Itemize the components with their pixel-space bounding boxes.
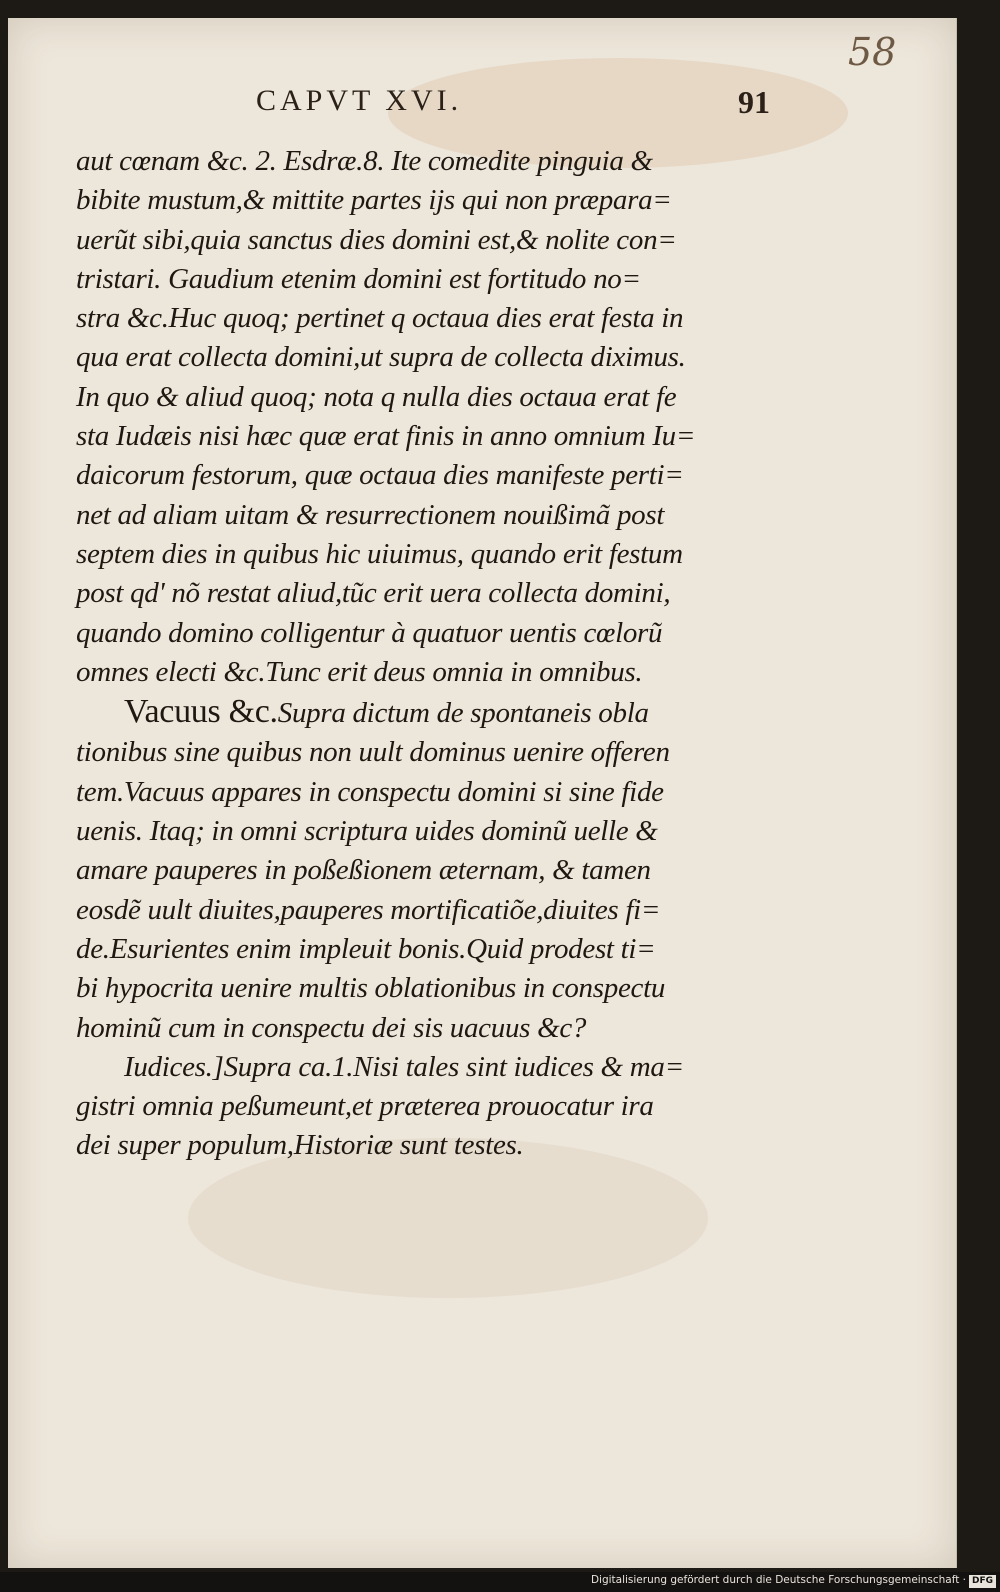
footer-bar: [0, 1572, 1000, 1592]
funding-credit: Digitalisierung gefördert durch die Deutsche Forschungsgemeinschaft ·: [590, 1574, 966, 1586]
paragraph-start: [76, 692, 776, 733]
text-line: qua erat collecta domini,ut supra de collecta diximus.: [76, 341, 686, 374]
running-header: CAPVT XVI.: [256, 84, 463, 117]
text-line: de.Esurientes enim impleuit bonis.Quid prodest ti=: [76, 932, 656, 965]
main-text: [76, 142, 776, 1166]
text-line: post qd' nõ restat aliud,tũc erit uera collecta domini,: [76, 577, 671, 610]
handwritten-folio-number: 58: [848, 30, 897, 74]
text-line: eosdẽ uult diuites,pauperes mortificatiõe,diuites fi=: [76, 893, 661, 926]
text-line: stra &c.Huc quoq; pertinet q octaua dies erat festa in: [76, 302, 684, 335]
text-line: septem dies in quibus hic uiuimus, quando erit festum: [76, 537, 683, 570]
text-line: In quo & aliud quoq; nota q nulla dies octaua erat fe: [76, 380, 677, 413]
text-line: Supra dictum de spontaneis obla: [277, 697, 649, 730]
paragraph-start: Iudices.]Supra ca.1.Nisi tales sint iudices & ma=: [124, 1050, 684, 1083]
text-line: gistri omnia peßumeunt,et præterea prouocatur ira: [76, 1090, 654, 1123]
lemma-initial: Vacuus &c.: [124, 693, 278, 731]
book-page: [8, 18, 957, 1568]
text-line: tristari. Gaudium etenim domini est fortitudo no=: [76, 262, 641, 295]
text-line: quando domino colligentur à quatuor uentis cœlorũ: [76, 616, 663, 649]
text-line: uenis. Itaq; in omni scriptura uides dominũ uelle &: [76, 815, 658, 848]
text-line: tionibus sine quibus non uult dominus uenire offeren: [76, 736, 670, 769]
text-line: omnes electi &c.Tunc erit deus omnia in omnibus.: [76, 655, 643, 688]
text-line: uerũt sibi,quia sanctus dies domini est,& nolite con=: [76, 223, 677, 256]
text-line: bi hypocrita uenire multis oblationibus in conspectu: [76, 972, 666, 1005]
text-line: dei super populum,Historiæ sunt testes.: [76, 1129, 524, 1162]
text-line: net ad aliam uitam & resurrectionem nouißimã post: [76, 498, 665, 531]
text-line: sta Iudæis nisi hæc quæ erat finis in anno omnium Iu=: [76, 420, 696, 453]
text-line: amare pauperes in poßeßionem æternam, & tamen: [76, 854, 651, 887]
dfg-logo-icon: DFG: [969, 1575, 996, 1588]
page-number: 91: [738, 84, 770, 120]
text-line: daicorum festorum, quæ octaua dies manifeste perti=: [76, 459, 684, 492]
text-line: tem.Vacuus appares in conspectu domini si sine fide: [76, 775, 664, 808]
text-line: aut cœnam &c. 2. Esdræ.8. Ite comedite pinguia &: [76, 145, 653, 177]
text-line: bibite mustum,& mittite partes ijs qui non præpara=: [76, 184, 672, 217]
text-line: hominũ cum in conspectu dei sis uacuus &c?: [76, 1011, 587, 1044]
